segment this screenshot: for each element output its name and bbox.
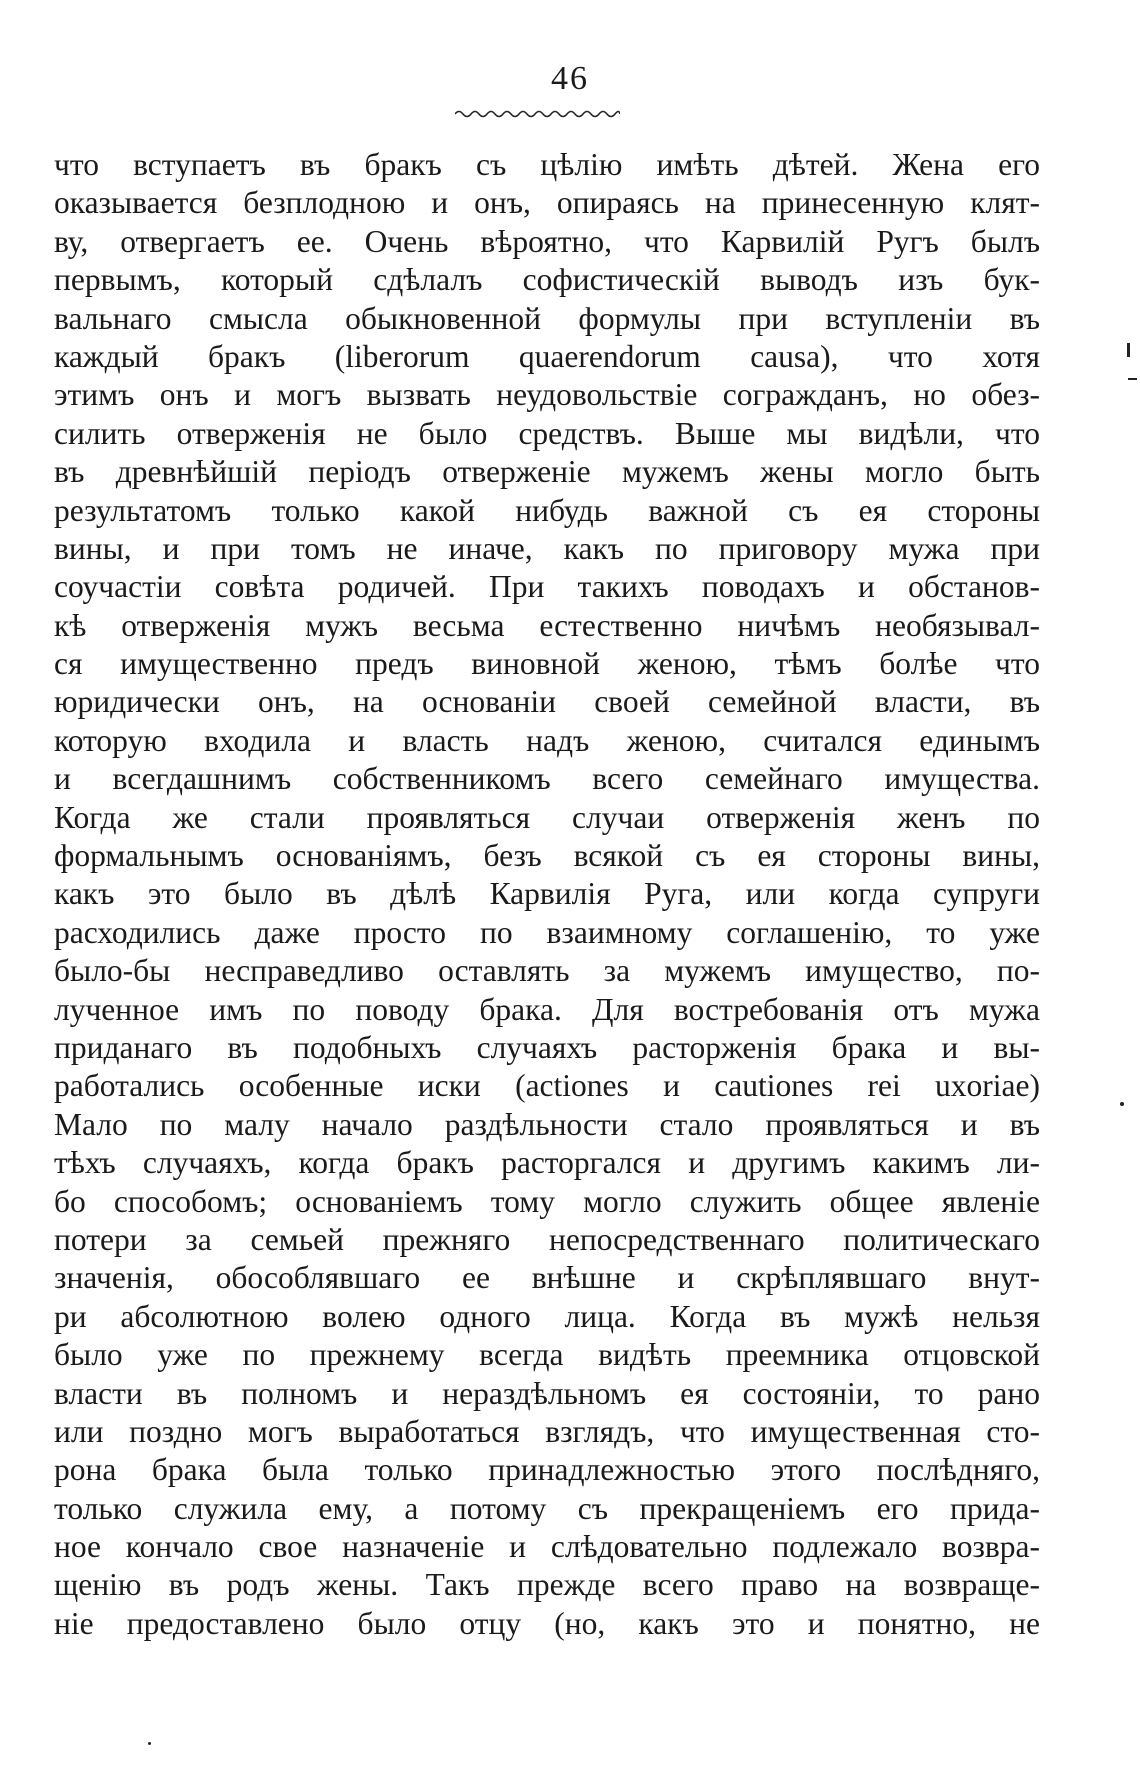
text-line: рона брака была только принадлежностью этого послѣдняго, <box>54 1452 1040 1488</box>
text-line: ри абсолютною волею одного лица. Когда въ мужѣ нельзя <box>54 1298 1040 1334</box>
text-line: каждый бракъ (liberorum quaerendorum causa), что хотя <box>54 338 1040 374</box>
text-line: Мало по малу начало раздѣльности стало проявляться и въ <box>54 1106 1040 1142</box>
wavy-rule-ornament <box>455 108 620 120</box>
text-line: приданаго въ подобныхъ случаяхъ расторженія брака и вы- <box>54 1029 1040 1065</box>
text-line: ву, отвергаетъ ее. Очень вѣроятно, что Карвилій Ругъ былъ <box>54 223 1040 259</box>
text-line: формальнымъ основаніямъ, безъ всякой съ ея стороны вины, <box>54 838 1040 874</box>
text-line: соучастіи совѣта родичей. При такихъ поводахъ и обстанов- <box>54 569 1040 605</box>
text-line: значенія, обособлявшаго ее внѣшне и скрѣплявшаго внут- <box>54 1260 1040 1296</box>
text-line: въ древнѣйшій періодъ отверженіе мужемъ жены могло быть <box>54 454 1040 490</box>
text-line: работались особенные иски (actiones и cautiones rei uxoriae) <box>54 1068 1040 1104</box>
text-line: ніе предоставлено было отцу (но, какъ это и понятно, не <box>54 1605 1040 1641</box>
text-line: или поздно могъ выработаться взглядъ, что имущественная сто- <box>54 1413 1040 1449</box>
text-line: этимъ онъ и могъ вызвать неудовольствіе согражданъ, но обез- <box>54 377 1040 413</box>
text-line: тѣхъ случаяхъ, когда бракъ расторгался и другимъ какимъ ли- <box>54 1145 1040 1181</box>
text-line: что вступаетъ въ бракъ съ цѣлію имѣть дѣтей. Жена его <box>54 147 1040 182</box>
text-line: потери за семьей прежняго непосредственнаго политическаго <box>54 1221 1040 1257</box>
text-line: было уже по прежнему всегда видѣть преемника отцовской <box>54 1337 1040 1373</box>
text-line: юридически онъ, на основаніи своей семейной власти, въ <box>54 684 1040 720</box>
text-line: Когда же стали проявляться случаи отверженія женъ по <box>54 799 1040 835</box>
text-line: и всегдашнимъ собственникомъ всего семейнаго имущества. <box>54 761 1040 797</box>
text-line: ное кончало свое назначеніе и слѣдовательно подлежало возвра- <box>54 1529 1040 1565</box>
text-line: ся имущественно предъ виновной женою, тѣмъ болѣе что <box>54 646 1040 682</box>
text-line: власти въ полномъ и нераздѣльномъ ея состояніи, то рано <box>54 1375 1040 1411</box>
text-line: первымъ, который сдѣлалъ софистическій выводъ изъ бук- <box>54 262 1040 298</box>
body-text <box>54 146 1040 1643</box>
text-line: лученное имъ по поводу брака. Для востребованія отъ мужа <box>54 991 1040 1027</box>
text-line: только служила ему, а потому съ прекращеніемъ его прида- <box>54 1490 1040 1526</box>
text-line: было-бы несправедливо оставлять за мужемъ имущество, по- <box>54 953 1040 989</box>
text-line: результатомъ только какой нибудь важной съ ея стороны <box>54 492 1040 528</box>
text-line: вальнаго смысла обыкновенной формулы при вступленіи въ <box>54 300 1040 336</box>
text-line: кѣ отверженія мужъ весьма естественно ничѣмъ необязывал- <box>54 607 1040 643</box>
scan-speck <box>148 1742 151 1745</box>
text-line: силить отверженія не было средствъ. Выше мы видѣли, что <box>54 415 1040 451</box>
text-line: оказывается безплодною и онъ, опираясь на принесенную клят- <box>54 185 1040 221</box>
text-line: бо способомъ; основаніемъ тому могло служить общее явленіе <box>54 1183 1040 1219</box>
scan-speck <box>1128 378 1137 380</box>
text-line: щенію въ родъ жены. Такъ прежде всего право на возвраще- <box>54 1567 1040 1603</box>
scan-speck <box>1120 1102 1124 1106</box>
page-number: 46 <box>551 60 589 97</box>
text-line: какъ это было въ дѣлѣ Карвилія Руга, или когда супруги <box>54 876 1040 912</box>
scan-speck <box>1127 343 1130 357</box>
text-line: расходились даже просто по взаимному соглашенію, то уже <box>54 914 1040 950</box>
text-line: вины, и при томъ не иначе, какъ по приговору мужа при <box>54 530 1040 566</box>
text-line: которую входила и власть надъ женою, считался единымъ <box>54 722 1040 758</box>
